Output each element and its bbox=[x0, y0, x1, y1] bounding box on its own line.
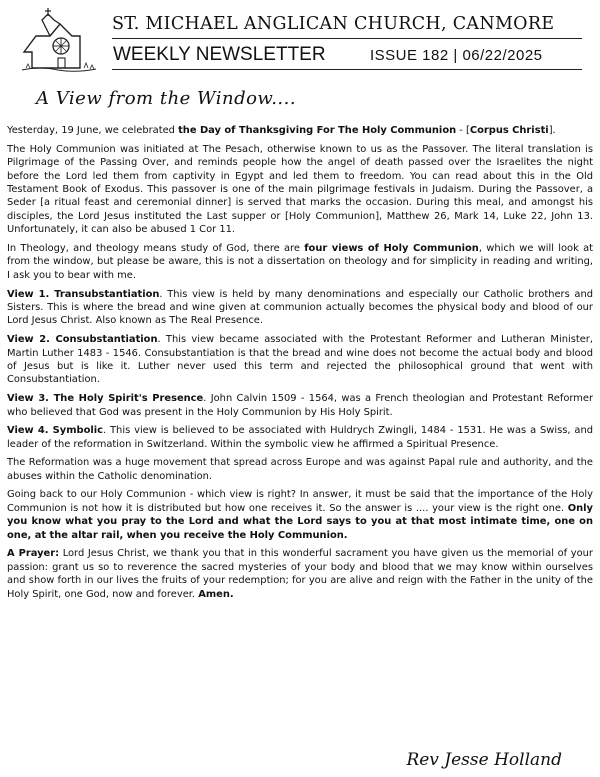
church-drawing-icon bbox=[20, 6, 98, 76]
paragraph-view-3: View 3. The Holy Spirit's Presence. John Calvin 1509 - 1564, was a French theologian and Protestant Reformer who believed that God was present in the Holy Communion by His Holy Spirit. bbox=[7, 393, 594, 418]
paragraph-intro: Yesterday, 19 June, we celebrated the Day of Thanksgiving For The Holy Communion - [Corpus Christi]. bbox=[7, 125, 556, 136]
header-rule-top bbox=[112, 38, 582, 39]
issue-number-date: ISSUE 182 | 06/22/2025 bbox=[370, 47, 543, 64]
paragraph-reformation: The Reformation was a huge movement that spread across Europe and was against Papal rule and authority, and the abuses within the Catholic denomination. bbox=[7, 457, 593, 482]
paragraph-view-4: View 4. Symbolic. This view is believed to be associated with Huldrych Zwingli, 1484 - 1531. He was a Swiss, and leader of the reformation in Switzerland. Within the symbolic view he affirmed a Spiritual Presence. bbox=[7, 425, 593, 450]
newsletter-header bbox=[0, 0, 600, 80]
paragraph-which-view: Going back to our Holy Communion - which view is right? In answer, it must be said that the importance of the Holy Communion is not how it is distributed but how one receives it. So the answer is .... your view is the right one. Only you know what you pray to the Lord and what the Lord says to you at that most intimate time, one on one, at the altar rail, when you receive the Holy Communion. bbox=[7, 489, 593, 541]
author-signature: Rev Jesse Holland bbox=[406, 750, 562, 770]
header-rule-bottom bbox=[112, 69, 582, 70]
paragraph-prayer: A Prayer: Lord Jesus Christ, we thank you that in this wonderful sacrament you have given us the memorial of your passion: grant us so to reverence the sacred mysteries of your body and blood that we may know within ourselves and show forth in our lives the fruits of your redemption; for you are alive and reign with the Father in the unity of the Holy Spirit, one God, now and forever. Amen. bbox=[7, 548, 593, 600]
paragraph-view-1: View 1. Transubstantiation. This view is held by many denominations and especially our Catholic brothers and Sisters. This is where the bread and wine given at communion actually becomes the physical body and blood of our Lord Jesus Christ. Also known as The Real Presence. bbox=[7, 288, 593, 327]
column-title: A View from the Window.... bbox=[36, 88, 297, 109]
paragraph-passover: The Holy Communion was initiated at The Pesach, otherwise known to us as the Passover. The literal translation is Pilgrimage of the Passing Over, and reminds people how the angel of death passed over the Israelites the night before the Lord led them from captivity in Egypt and led them to freedom. You can read about this in the Old Testament Book of Exodus. This passover is one of the main pilgrimage festivals in Judaism. During the Passover, a Seder [a ritual feast and ceremonial dinner] is served that marks the occasion. During this meal, and amongst his disciples, the Lord Jesus instituted the Last supper or [Holy Communion], Matthew 26, Mark 14, Luke 22, John 13. Unfortunately, it can also be abused 1 Cor 11. bbox=[7, 143, 593, 236]
article-body bbox=[7, 124, 593, 606]
newsletter-title: WEEKLY NEWSLETTER bbox=[113, 44, 326, 65]
church-name: ST. MICHAEL ANGLICAN CHURCH, CANMORE bbox=[112, 14, 555, 34]
paragraph-view-2: View 2. Consubstantiation. This view became associated with the Protestant Reformer and Lutheran Minister, Martin Luther 1483 - 1546. Consubstantiation is that the bread and wine does not become the actual body and blood of Jesus but is like it. Luther never used this term and rejected the philosophical ground that went with Consubstantiation. bbox=[7, 334, 593, 386]
paragraph-four-views: In Theology, and theology means study of God, there are four views of Holy Communion, which we will look at from the window, but please be aware, this is not a dissertation on theology and for simplicity in reading and writing, I ask you to bear with me. bbox=[7, 243, 594, 281]
